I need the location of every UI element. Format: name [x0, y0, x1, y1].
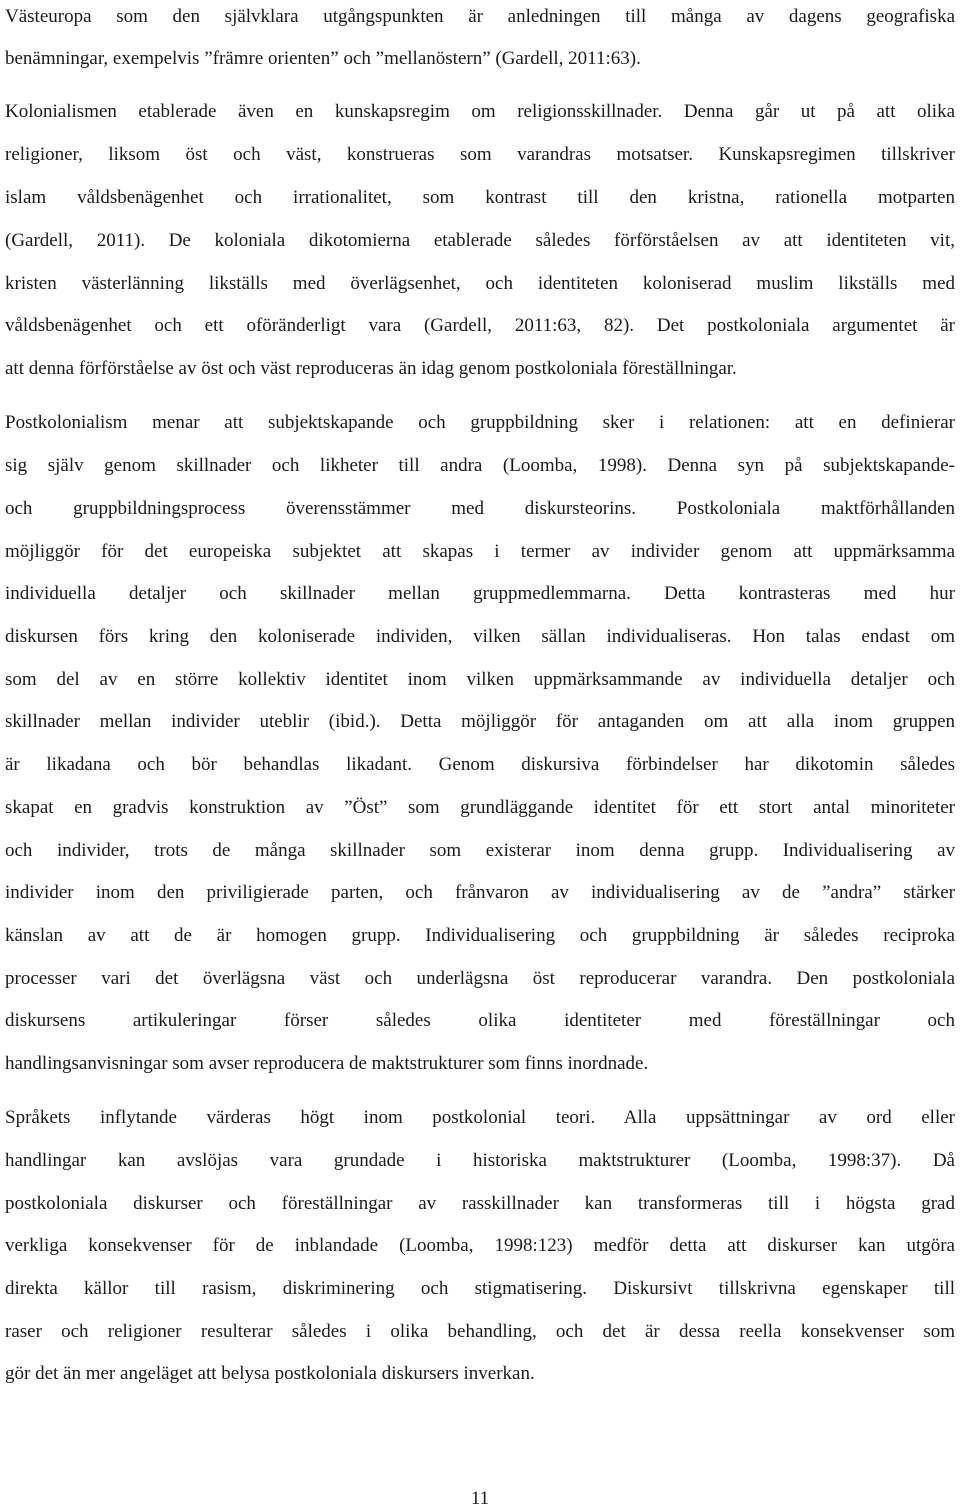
text-line: benämningar, exempelvis ”främre orienten” och ”mellanöstern” (Gardell, 2011:63). — [5, 48, 641, 69]
text-line: processer vari det överlägsna väst och underlägsna öst reproducerar varandra. Den postkoloniala — [5, 968, 955, 989]
text-line: (Gardell, 2011). De koloniala dikotomierna etablerade således förförståelsen av att identiteten vit, — [5, 230, 955, 251]
text-line: skapat en gradvis konstruktion av ”Öst” som grundläggande identitet för ett stort antal minoriteter — [5, 797, 955, 818]
text-line: våldsbenägenhet och ett oföränderligt vara (Gardell, 2011:63, 82). Det postkoloniala argumentet är — [5, 315, 955, 336]
text-line: kristen västerlänning likställs med överlägsenhet, och identiteten koloniserad muslim likställs med — [5, 273, 955, 294]
text-line: individuella detaljer och skillnader mellan gruppmedlemmarna. Detta kontrasteras med hur — [5, 583, 955, 604]
text-line: och individer, trots de många skillnader som existerar inom denna grupp. Individualisering av — [5, 840, 955, 861]
text-line: skillnader mellan individer uteblir (ibid.). Detta möjliggör för antaganden om att alla inom gruppen — [5, 711, 955, 732]
text-line: sig själv genom skillnader och likheter till andra (Loomba, 1998). Denna syn på subjektskapande- — [5, 455, 955, 476]
text-line: gör det än mer angeläget att belysa postkoloniala diskursers inverkan. — [5, 1363, 535, 1384]
text-line: Västeuropa som den självklara utgångspunkten är anledningen till många av dagens geografiska — [5, 6, 955, 27]
text-line: Kolonialismen etablerade även en kunskapsregim om religionsskillnader. Denna går ut på att olika — [5, 101, 955, 122]
text-line: handlingar kan avslöjas vara grundade i historiska maktstrukturer (Loomba, 1998:37). Då — [5, 1150, 955, 1171]
text-line: raser och religioner resulterar således i olika behandling, och det är dessa reella konsekvenser som — [5, 1321, 955, 1342]
page-number: 11 — [470, 1488, 490, 1509]
text-line: diskursen förs kring den koloniserade individen, vilken sällan individualiseras. Hon talas endast om — [5, 626, 955, 647]
text-line: individer inom den priviligierade parten, och frånvaron av individualisering av de ”andra” stärker — [5, 882, 955, 903]
text-line: religioner, liksom öst och väst, konstrueras som varandras motsatser. Kunskapsregimen tillskriver — [5, 144, 955, 165]
text-line: verkliga konsekvenser för de inblandade (Loomba, 1998:123) medför detta att diskurser kan utgöra — [5, 1235, 955, 1256]
text-line: Språkets inflytande värderas högt inom postkolonial teori. Alla uppsättningar av ord eller — [5, 1107, 955, 1128]
text-line: Postkolonialism menar att subjektskapande och gruppbildning sker i relationen: att en definierar — [5, 412, 955, 433]
text-line: möjliggör för det europeiska subjektet att skapas i termer av individer genom att uppmärksamma — [5, 541, 955, 562]
text-line: och gruppbildningsprocess överensstämmer med diskursteorins. Postkoloniala maktförhållanden — [5, 498, 955, 519]
text-line: diskursens artikuleringar förser således olika identiteter med föreställningar och — [5, 1010, 955, 1031]
text-line: handlingsanvisningar som avser reproducera de maktstrukturer som finns inordnade. — [5, 1053, 649, 1074]
text-line: att denna förförståelse av öst och väst reproduceras än idag genom postkoloniala föreställningar. — [5, 358, 737, 379]
text-line: är likadana och bör behandlas likadant. Genom diskursiva förbindelser har dikotomin således — [5, 754, 955, 775]
text-line: direkta källor till rasism, diskriminering och stigmatisering. Diskursivt tillskrivna egenskaper till — [5, 1278, 955, 1299]
text-line: islam våldsbenägenhet och irrationalitet, som kontrast till den kristna, rationella motparten — [5, 187, 955, 208]
text-line: känslan av att de är homogen grupp. Individualisering och gruppbildning är således reciproka — [5, 925, 955, 946]
text-line: som del av en större kollektiv identitet inom vilken uppmärksammande av individuella detaljer och — [5, 669, 955, 690]
text-line: postkoloniala diskurser och föreställningar av rasskillnader kan transformeras till i högsta grad — [5, 1193, 955, 1214]
